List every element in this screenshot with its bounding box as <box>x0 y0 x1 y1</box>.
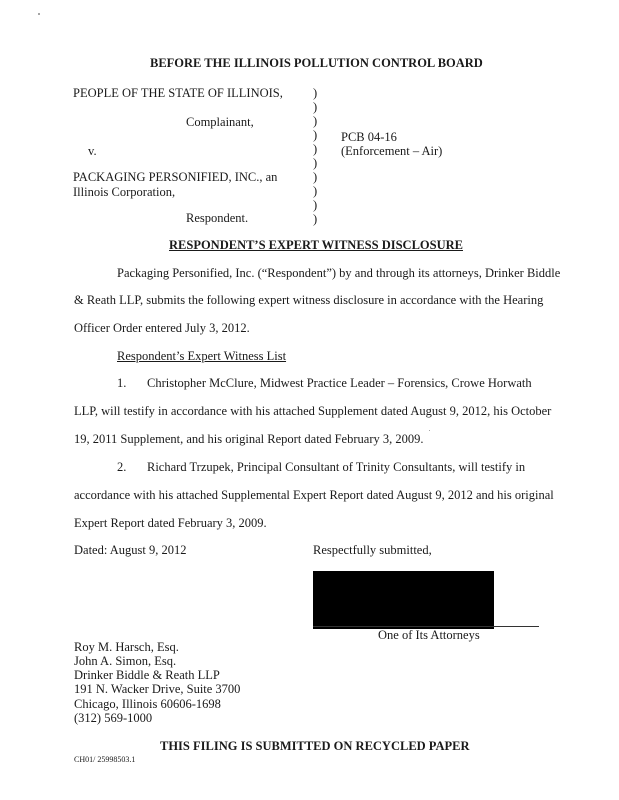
closing-line: Respectfully submitted, <box>313 543 432 557</box>
list-heading: Respondent’s Expert Witness List <box>117 349 287 363</box>
address-line: Roy M. Harsch, Esq. <box>74 640 179 654</box>
scan-speck <box>429 430 430 431</box>
address-line: Drinker Biddle & Reath LLP <box>74 668 220 682</box>
document-id: CH01/ 25998503.1 <box>74 755 136 764</box>
item-line: Christopher McClure, Midwest Practice Leader – Forensics, Crowe Horwath <box>147 376 532 390</box>
intro-line: Officer Order entered July 3, 2012. <box>74 321 250 335</box>
attorney-label: One of Its Attorneys <box>378 628 480 642</box>
caption-paren: ) <box>313 184 318 198</box>
caption-paren: ) <box>313 128 318 142</box>
plaintiff-role: Complainant, <box>186 115 254 129</box>
item-line: accordance with his attached Supplemental Expert Report dated August 9, 2012 and his original <box>74 488 554 502</box>
signature-line <box>313 626 539 627</box>
intro-line: Packaging Personified, Inc. (“Respondent”) by and through its attorneys, Drinker Biddle <box>117 266 561 280</box>
plaintiff-name: PEOPLE OF THE STATE OF ILLINOIS, <box>73 86 283 100</box>
recycled-notice: THIS FILING IS SUBMITTED ON RECYCLED PAPER <box>160 739 470 753</box>
item-line: 19, 2011 Supplement, and his original Report dated February 3, 2009. <box>74 432 424 446</box>
item-line: LLP, will testify in accordance with his attached Supplement dated August 9, 2012, his October <box>74 404 552 418</box>
board-title: BEFORE THE ILLINOIS POLLUTION CONTROL BOARD <box>150 56 483 70</box>
case-number: PCB 04-16 <box>341 130 397 144</box>
caption-paren: ) <box>313 86 318 100</box>
versus-label: v. <box>88 144 97 158</box>
document-title: RESPONDENT’S EXPERT WITNESS DISCLOSURE <box>169 238 463 252</box>
defendant-role: Respondent. <box>186 211 249 225</box>
dated-line: Dated: August 9, 2012 <box>74 543 187 557</box>
item-line: Richard Trzupek, Principal Consultant of Trinity Consultants, will testify in <box>147 460 526 474</box>
address-line: John A. Simon, Esq. <box>74 654 177 668</box>
signature-redaction <box>313 571 494 629</box>
caption-paren: ) <box>313 142 318 156</box>
caption-paren: ) <box>313 100 318 114</box>
address-line: 191 N. Wacker Drive, Suite 3700 <box>74 682 241 696</box>
case-type: (Enforcement – Air) <box>341 144 443 158</box>
caption-paren: ) <box>313 198 318 212</box>
address-line: (312) 569-1000 <box>74 711 153 725</box>
item-number: 1. <box>117 376 127 390</box>
defendant-name: PACKAGING PERSONIFIED, INC., an <box>73 170 278 184</box>
caption-paren: ) <box>313 114 318 128</box>
defendant-description: Illinois Corporation, <box>73 185 176 199</box>
intro-line: & Reath LLP, submits the following expert witness disclosure in accordance with the Hearing <box>74 293 544 307</box>
item-line: Expert Report dated February 3, 2009. <box>74 516 267 530</box>
caption-paren: ) <box>313 212 318 226</box>
address-line: Chicago, Illinois 60606-1698 <box>74 697 221 711</box>
caption-paren: ) <box>313 170 318 184</box>
scan-speck <box>38 13 40 15</box>
caption-paren: ) <box>313 156 318 170</box>
item-number: 2. <box>117 460 127 474</box>
